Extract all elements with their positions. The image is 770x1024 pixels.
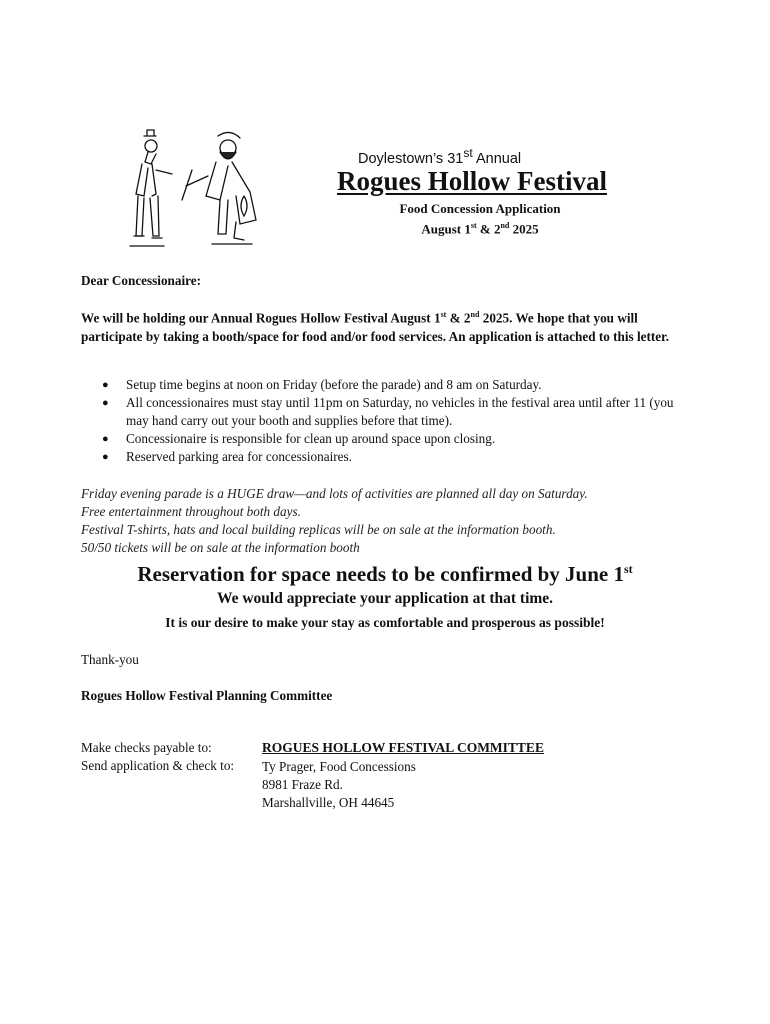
info-bullet-list [80,376,680,466]
closing-thanks: Thank-you [81,652,139,667]
payable-to-value: ROGUES HOLLOW FESTIVAL COMMITTEE [262,740,544,755]
payable-label: Make checks payable to: [81,740,212,755]
send-to-label: Send application & check to: [81,758,235,773]
festival-dates: August 1st & 2nd 2025 [421,221,539,237]
notes-line: Free entertainment throughout both days. [81,504,301,519]
notes-line: Festival T-shirts, hats and local building replicas will be on sale at the information booth. [81,522,556,537]
festival-title: Rogues Hollow Festival [337,166,607,196]
address-line: Ty Prager, Food Concessions [262,759,416,774]
notes-line: 50/50 tickets will be on sale at the information booth [81,540,360,555]
greeting: Dear Concessionaire: [81,273,202,288]
festival-anniversary-label: Doylestown’s 31st Annual [358,146,522,167]
application-subtitle [360,200,600,237]
signature-committee: Rogues Hollow Festival Planning Committee [81,688,333,703]
reservation-deadline: Reservation for space needs to be confirmed by June 1st [137,562,633,586]
notes-line: Friday evening parade is a HUGE draw—and lots of activities are planned all day on Saturday. [81,486,588,501]
bullet-item: ● Reserved parking area for concessionaires. [80,448,680,466]
address-line: Marshallville, OH 44645 [262,795,395,810]
subtitle-text: Food Concession Application [399,201,561,216]
desire-line: It is our desire to make your stay as comfortable and prosperous as possible! [165,615,605,630]
bullet-item: ● Setup time begins at noon on Friday (before the parade) and 8 am on Saturday. [80,376,680,394]
bullet-item: ● All concessionaires must stay until 11pm on Saturday, no vehicles in the festival area until after 11 (you may hand carry out your booth and supplies before that time). [80,394,680,430]
bullet-item: ● Concessionaire is responsible for clean up around space upon closing. [80,430,680,448]
mailing-address [262,758,416,812]
two-miners-illustration [122,126,272,254]
appreciation-line: We would appreciate your application at that time. [216,590,554,607]
intro-paragraph: We will be holding our Annual Rogues Hollow Festival August 1st & 2nd 2025. We hope that you will participate by taking a booth/space for food and/or food services. An application is attached to this letter. [81,310,670,345]
address-line: 8981 Fraze Rd. [262,777,343,792]
activities-notes [81,485,701,557]
